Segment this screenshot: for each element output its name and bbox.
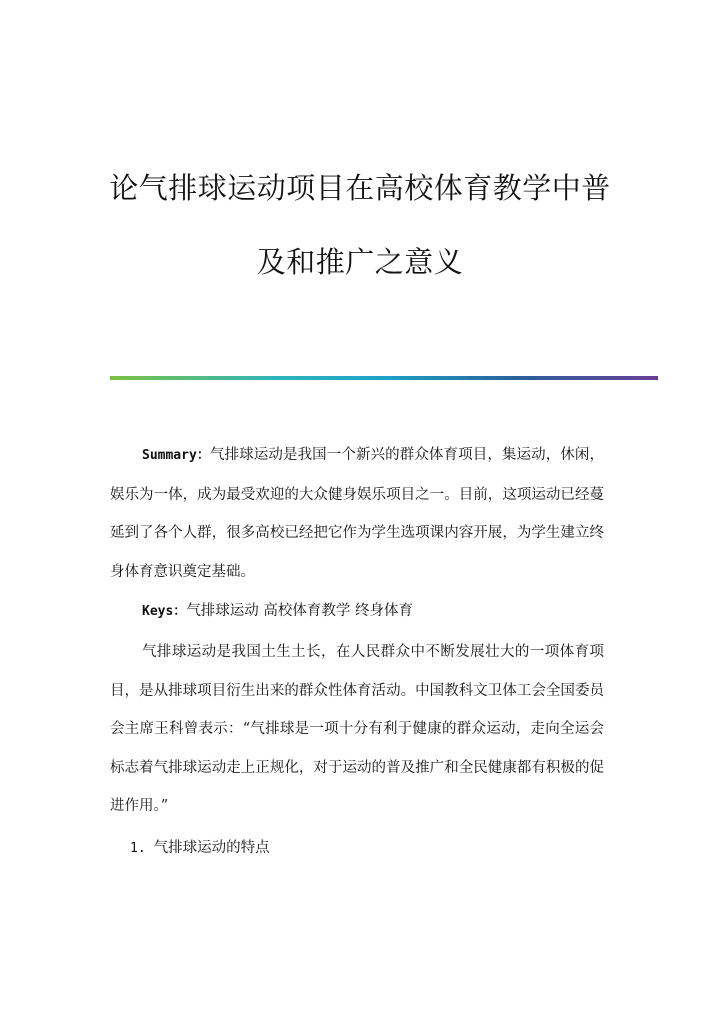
document-title-line-2: 及和推广之意义 [256,245,464,279]
keywords-text: 气排球运动 高校体育教学 终身体育 [186,603,414,619]
body-paragraph: 气排球运动是我国土生土长，在人民群众中不断发展壮大的一项体育项目，是从排球项目衍生出来的群众性体育活动。中国教科文卫体工会全国委员会主席王科曾表示：“气排球是一项十分有利于健康的群众运动，走向全运会标志着气排球运动走上正规化，对于运动的普及推广和全民健康都有积极的促进作用。” [110,644,604,814]
document-title-line-1: 论气排球运动项目在高校体育教学中普 [109,171,611,205]
summary-text: 气排球运动是我国一个新兴的群众体育项目，集运动，休闲，娱乐为一体，成为最受欢迎的大众健身娱乐项目之一。目前，这项运动已经蔓延到了各个人群，很多高校已经把它作为学生选项课内容开展，为学生建立终身体育意识奠定基础。 [110,447,604,580]
title-divider-gradient-bar [110,376,658,380]
section-heading-text: 气排球运动的特点 [153,840,270,856]
section-number: 1. [130,841,146,856]
section-heading [130,830,270,867]
summary-label: Summary： [142,448,210,463]
keywords-label: Keys： [142,604,187,619]
keywords-paragraph [110,592,604,632]
summary-paragraph [110,436,604,591]
